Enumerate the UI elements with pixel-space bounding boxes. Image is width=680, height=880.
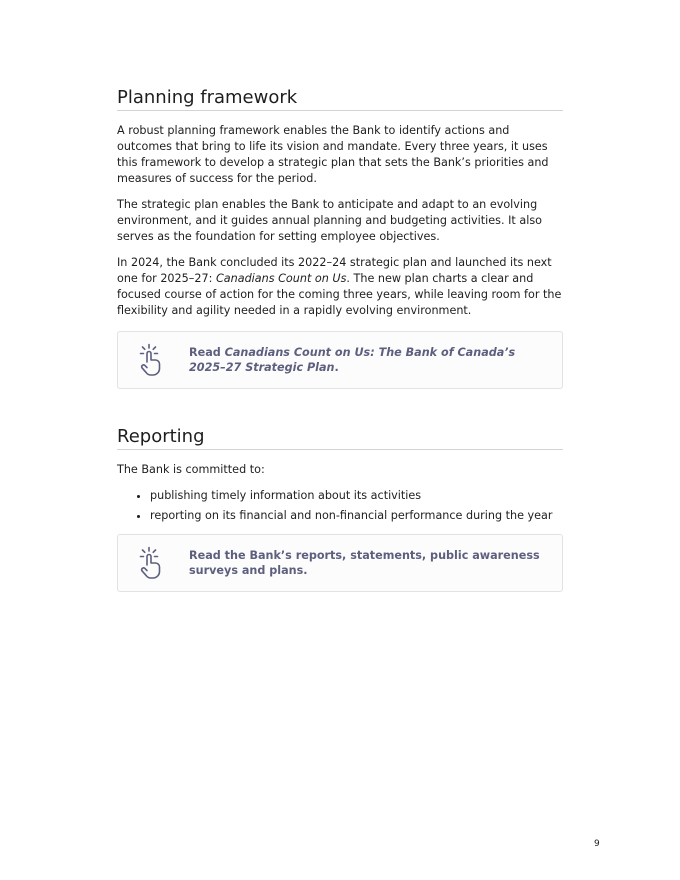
planning-p3-before: In 2024, the Bank concluded its 2022–24 strategic plan and launched its next one for 2025–27: (117, 256, 552, 285)
page-number: 9 (594, 839, 600, 849)
strategic-plan-callout[interactable] (117, 331, 563, 389)
tap-finger-icon (138, 343, 168, 377)
callout-suffix: . (334, 361, 339, 374)
planning-paragraph-1: A robust planning framework enables the Bank to identify actions and outcomes that bring to life its vision and mandate. Every three years, it uses this framework to develop a strategic plan that sets the Bank’s priorities and measures of success for the period. (117, 124, 549, 185)
reporting-commitments-list (117, 488, 563, 524)
section-spacer (117, 389, 563, 425)
strategic-plan-link[interactable]: Canadians Count on Us: The Bank of Canada’s 2025–27 Strategic Plan (189, 346, 516, 374)
planning-paragraph-2: The strategic plan enables the Bank to anticipate and adapt to an evolving environment, and it guides annual planning and budgeting activities. It also serves as the foundation for setting employee objectives. (117, 198, 542, 243)
strategic-plan-title: Canadians Count on Us (215, 272, 347, 285)
reporting-section (117, 425, 563, 592)
reports-callout[interactable] (117, 534, 563, 592)
page-content (117, 86, 563, 592)
reports-callout-text (189, 548, 552, 578)
planning-p3-after: . The new plan charts a clear and focused course of action for the coming three years, while leaving room for the flexibility and agility needed in a rapidly evolving environment. (117, 272, 562, 317)
strategic-plan-callout-text (189, 345, 552, 375)
callout-prefix: Read (189, 346, 225, 359)
list-item: • reporting on its financial and non-financial performance during the year (150, 508, 563, 524)
tap-finger-icon (138, 546, 168, 580)
planning-framework-section (117, 86, 563, 389)
reporting-intro: The Bank is committed to: (117, 463, 265, 476)
planning-paragraph-3 (117, 255, 563, 319)
reporting-heading: Reporting (117, 425, 563, 450)
reports-link[interactable]: Read the Bank’s reports, statements, public awareness surveys and plans. (189, 549, 540, 577)
planning-framework-heading: Planning framework (117, 86, 563, 111)
list-item: • publishing timely information about its activities (150, 488, 563, 504)
